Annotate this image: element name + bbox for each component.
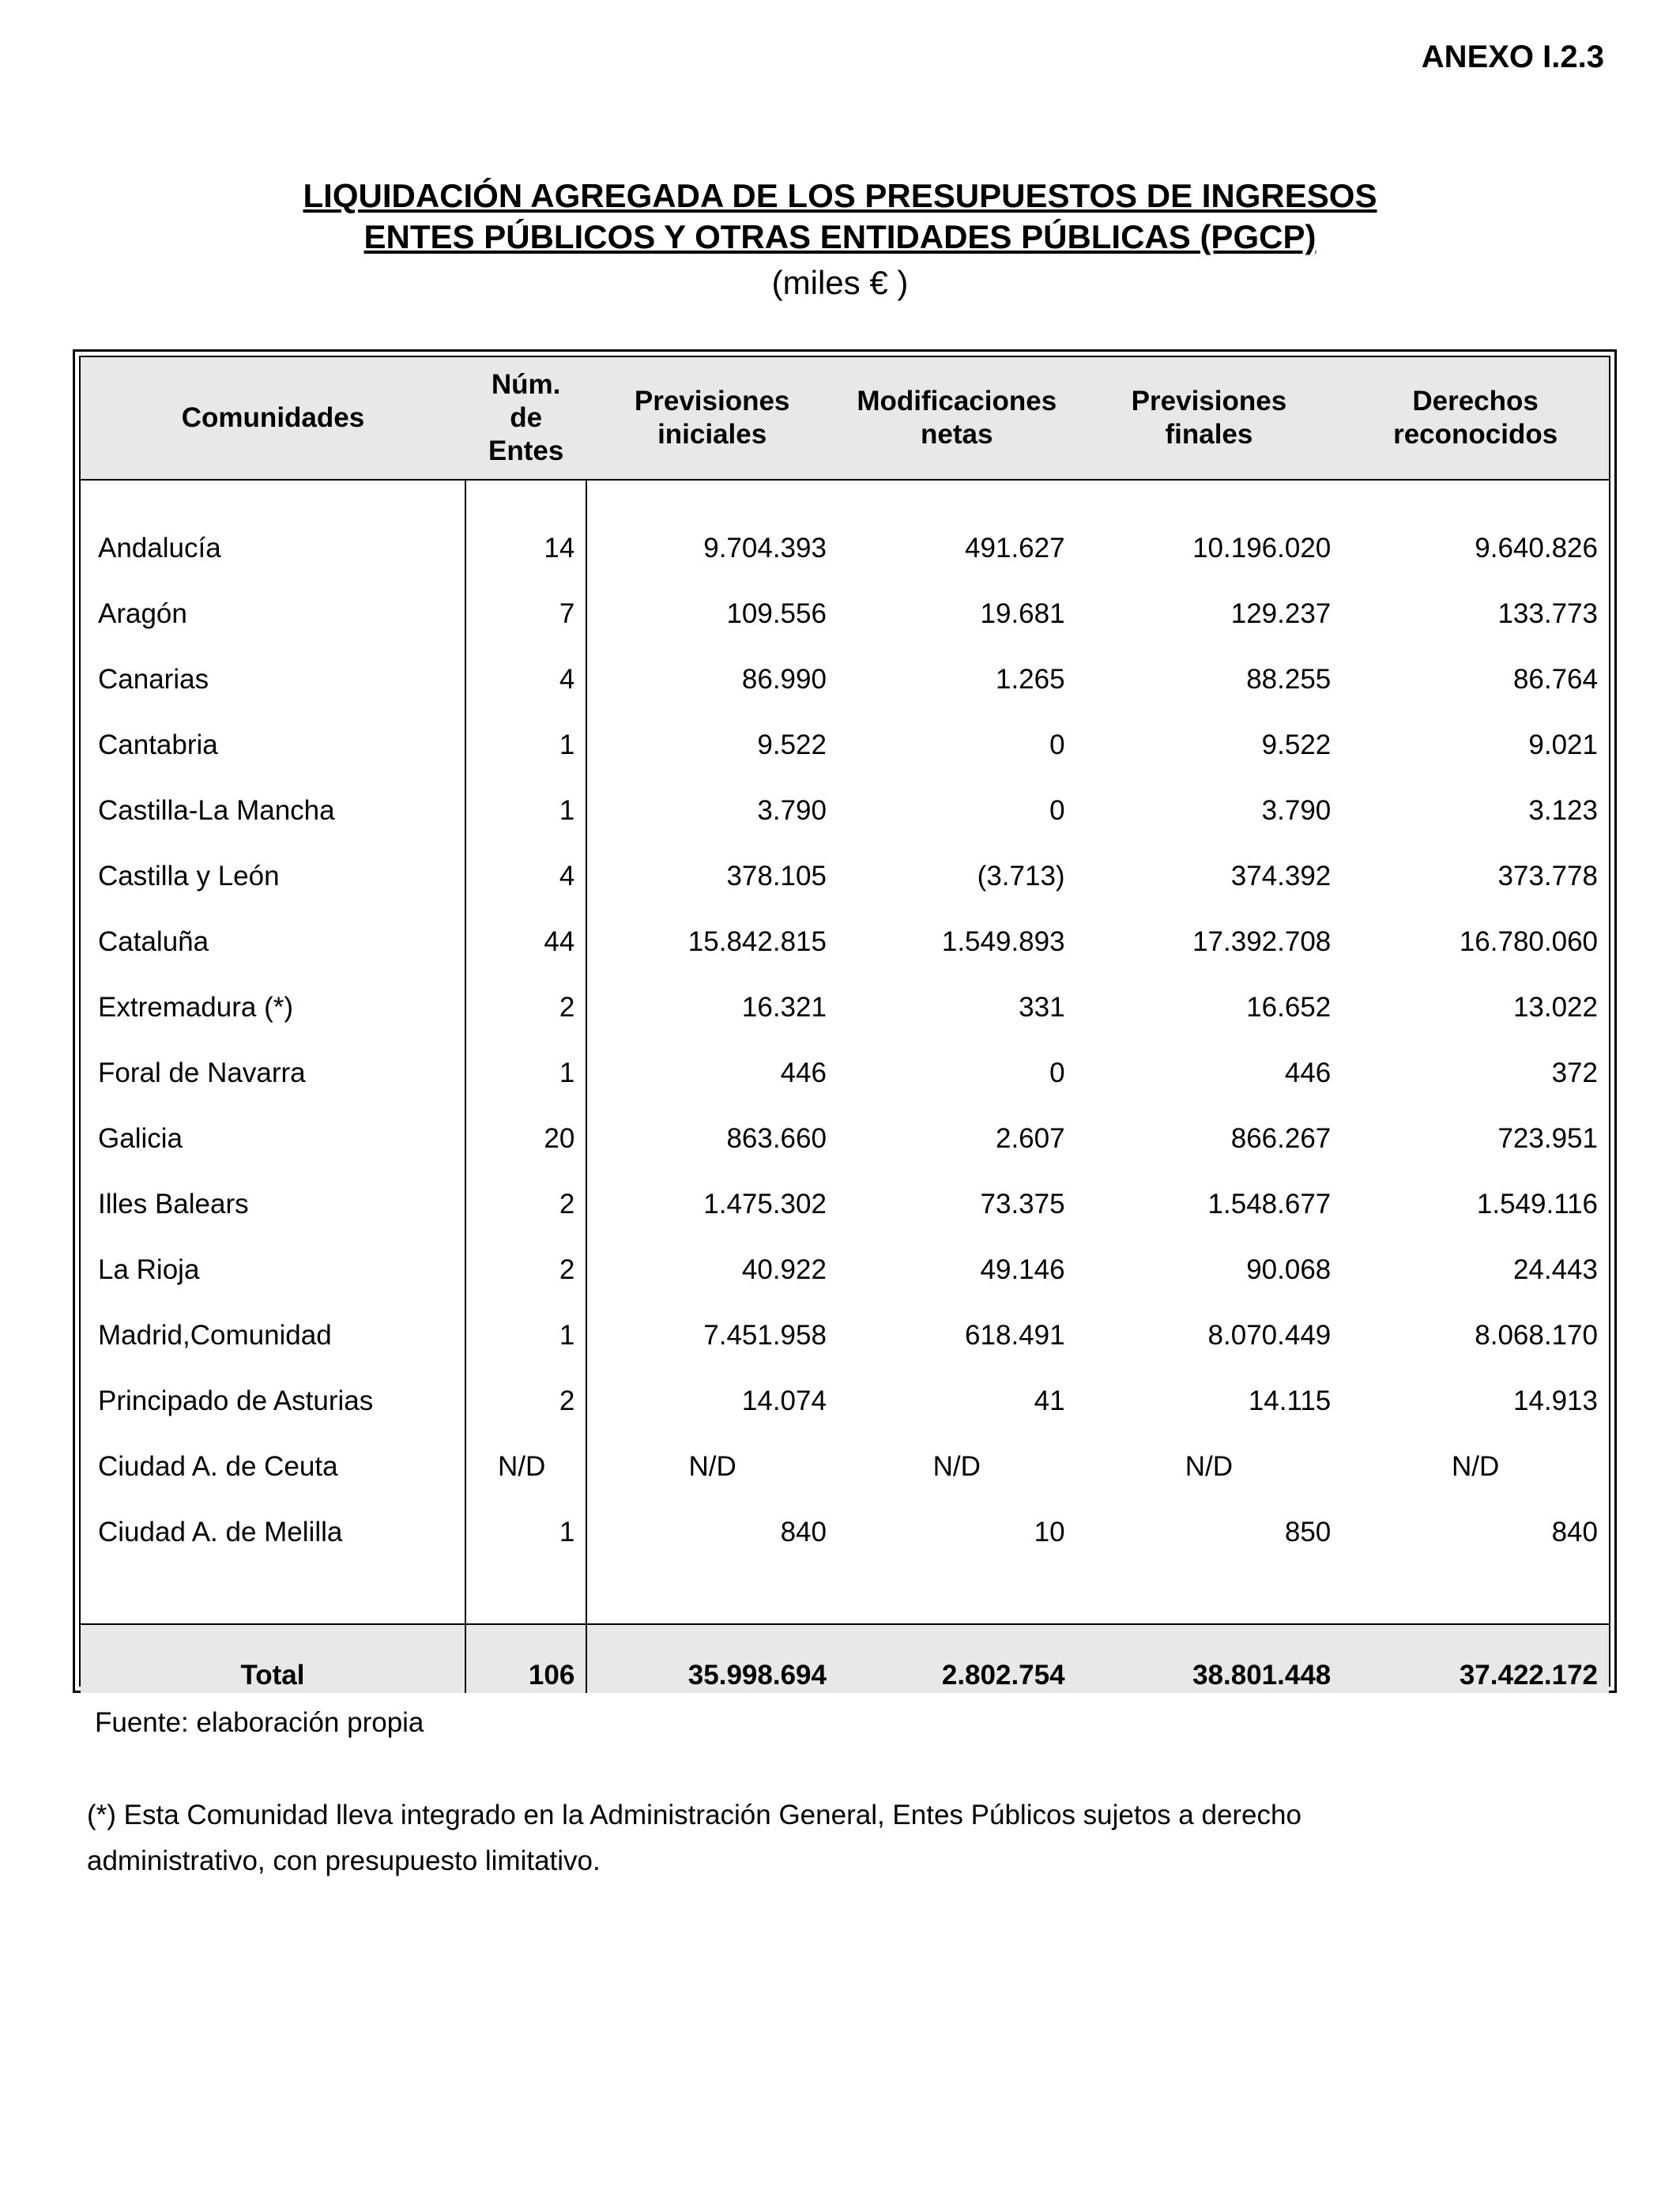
cell-comunidad: Extremadura (*) bbox=[81, 974, 465, 1040]
header-previsiones-iniciales bbox=[586, 357, 838, 480]
cell-prev-ini: N/D bbox=[688, 1450, 736, 1482]
cell-der: 372 bbox=[1551, 1057, 1598, 1088]
table-row bbox=[81, 515, 1609, 581]
cell-comunidad: Ciudad A. de Melilla bbox=[81, 1499, 465, 1565]
cell-mod: (3.713) bbox=[977, 860, 1065, 892]
spacer-cell bbox=[586, 480, 838, 515]
cell-prev-fin: 1.548.677 bbox=[1207, 1188, 1332, 1220]
cell-comunidad: Castilla y León bbox=[81, 843, 465, 909]
cell-mod: 10 bbox=[1034, 1516, 1065, 1547]
cell-der: 8.068.170 bbox=[1475, 1319, 1598, 1351]
cell-num-entes: 20 bbox=[465, 1106, 586, 1171]
footnote-line-2: administrativo, con presupuesto limitativo. bbox=[87, 1845, 601, 1876]
cell-comunidad: Cataluña bbox=[81, 909, 465, 974]
spacer-cell bbox=[81, 1565, 465, 1624]
spacer-cell bbox=[465, 1565, 586, 1624]
title-line-2: ENTES PÚBLICOS Y OTRAS ENTIDADES PÚBLICAS (PGCP) bbox=[363, 218, 1317, 255]
header-num-entes bbox=[465, 357, 586, 480]
table-row bbox=[81, 1106, 1609, 1171]
cell-der: 9.021 bbox=[1528, 729, 1598, 760]
header-der-line2: reconocidos bbox=[1393, 419, 1558, 450]
cell-comunidad: Andalucía bbox=[81, 515, 465, 581]
cell-mod: 1.265 bbox=[995, 663, 1065, 695]
cell-num-entes: 1 bbox=[465, 1302, 586, 1368]
cell-der: 14.913 bbox=[1512, 1385, 1598, 1416]
table-row bbox=[81, 843, 1609, 909]
footnote-line-1: (*) Esta Comunidad lleva integrado en la Administración General, Entes Públicos sujetos a derecho bbox=[87, 1800, 1301, 1830]
table-row bbox=[81, 1040, 1609, 1106]
spacer-cell bbox=[838, 480, 1076, 515]
header-prev-ini-line2: iniciales bbox=[657, 419, 767, 450]
header-modificaciones-netas bbox=[838, 357, 1076, 480]
cell-mod: 491.627 bbox=[965, 532, 1065, 564]
table-row bbox=[81, 1368, 1609, 1434]
total-prev-fin: 38.801.448 bbox=[1076, 1624, 1343, 1693]
table-row bbox=[81, 1171, 1609, 1237]
cell-comunidad: Canarias bbox=[81, 647, 465, 712]
total-row bbox=[81, 1624, 1609, 1693]
cell-comunidad: Principado de Asturias bbox=[81, 1368, 465, 1434]
cell-num-entes: 2 bbox=[465, 1171, 586, 1237]
cell-prev-ini: 1.475.302 bbox=[703, 1188, 827, 1220]
cell-num-entes: 4 bbox=[465, 647, 586, 712]
header-previsiones-finales bbox=[1076, 357, 1343, 480]
cell-prev-fin: 8.070.449 bbox=[1207, 1319, 1332, 1351]
spacer-cell bbox=[1342, 1565, 1609, 1624]
table-row bbox=[81, 1499, 1609, 1565]
cell-prev-ini: 863.660 bbox=[726, 1122, 827, 1154]
cell-der: 86.764 bbox=[1512, 663, 1598, 695]
table-inner bbox=[79, 356, 1610, 1691]
total-prev-ini: 35.998.694 bbox=[586, 1624, 838, 1693]
table-row bbox=[81, 581, 1609, 647]
header-num-line1: Núm. bbox=[491, 369, 561, 400]
header-num-line3: Entes bbox=[488, 435, 564, 466]
cell-prev-ini: 16.321 bbox=[741, 991, 827, 1023]
cell-prev-fin: 90.068 bbox=[1246, 1253, 1332, 1285]
table-frame bbox=[73, 349, 1617, 1693]
cell-comunidad: Ciudad A. de Ceuta bbox=[81, 1434, 465, 1499]
cell-num-entes: 1 bbox=[465, 1499, 586, 1565]
table-body bbox=[81, 480, 1609, 1624]
total-num: 106 bbox=[465, 1624, 586, 1693]
spacer-cell bbox=[838, 1565, 1076, 1624]
cell-num-entes: 1 bbox=[465, 712, 586, 778]
spacer-cell bbox=[586, 1565, 838, 1624]
cell-prev-fin: 374.392 bbox=[1230, 860, 1332, 892]
cell-comunidad: Cantabria bbox=[81, 712, 465, 778]
cell-prev-ini: 3.790 bbox=[757, 794, 827, 826]
footnote bbox=[87, 1793, 1509, 1884]
spacer-cell bbox=[81, 480, 465, 515]
cell-mod: 618.491 bbox=[965, 1319, 1065, 1351]
cell-num-entes: 1 bbox=[465, 1040, 586, 1106]
header-prev-fin-line1: Previsiones bbox=[1131, 386, 1287, 417]
header-num-line2: de bbox=[510, 402, 543, 433]
cell-der: 133.773 bbox=[1497, 598, 1598, 629]
cell-der: 13.022 bbox=[1512, 991, 1598, 1023]
total-mod: 2.802.754 bbox=[838, 1624, 1076, 1693]
cell-prev-ini: 7.451.958 bbox=[703, 1319, 827, 1351]
cell-prev-ini: 109.556 bbox=[726, 598, 827, 629]
title-block bbox=[0, 175, 1680, 305]
cell-mod: 19.681 bbox=[980, 598, 1065, 629]
cell-comunidad: Aragón bbox=[81, 581, 465, 647]
total-label: Total bbox=[81, 1624, 465, 1693]
header-prev-ini-line1: Previsiones bbox=[634, 386, 790, 417]
cell-prev-ini: 14.074 bbox=[741, 1385, 827, 1416]
cell-prev-fin: 129.237 bbox=[1230, 598, 1332, 629]
cell-prev-ini: 378.105 bbox=[726, 860, 827, 892]
cell-num-entes: 2 bbox=[465, 974, 586, 1040]
cell-prev-ini: 86.990 bbox=[741, 663, 827, 695]
cell-comunidad: Castilla-La Mancha bbox=[81, 778, 465, 843]
cell-prev-fin: 10.196.020 bbox=[1192, 532, 1332, 564]
header-der-line1: Derechos bbox=[1412, 386, 1539, 417]
cell-mod: 73.375 bbox=[980, 1188, 1065, 1220]
cell-comunidad: Galicia bbox=[81, 1106, 465, 1171]
cell-prev-fin: 3.790 bbox=[1261, 794, 1332, 826]
table-row bbox=[81, 778, 1609, 843]
cell-num-entes: 2 bbox=[465, 1237, 586, 1302]
table-row bbox=[81, 909, 1609, 974]
cell-prev-fin: 850 bbox=[1284, 1516, 1332, 1547]
cell-mod: 0 bbox=[1049, 729, 1065, 760]
header-comunidades-label: Comunidades bbox=[181, 402, 365, 433]
header-mod-line2: netas bbox=[921, 419, 993, 450]
cell-der: 3.123 bbox=[1528, 794, 1598, 826]
budget-table bbox=[81, 357, 1609, 1693]
cell-der: 1.549.116 bbox=[1476, 1188, 1598, 1220]
header-comunidades bbox=[81, 357, 465, 480]
subtitle: (miles € ) bbox=[771, 264, 909, 301]
cell-der: 840 bbox=[1551, 1516, 1598, 1547]
table-row bbox=[81, 1302, 1609, 1368]
cell-num-entes: 44 bbox=[465, 909, 586, 974]
cell-prev-ini: 15.842.815 bbox=[687, 925, 827, 957]
spacer-row bbox=[81, 1565, 1609, 1624]
cell-mod: 0 bbox=[1049, 794, 1065, 826]
spacer-cell bbox=[1076, 480, 1343, 515]
cell-mod: 41 bbox=[1034, 1385, 1065, 1416]
cell-mod: 49.146 bbox=[980, 1253, 1065, 1285]
cell-num-entes: 7 bbox=[465, 581, 586, 647]
cell-prev-fin: 446 bbox=[1284, 1057, 1332, 1088]
table-row bbox=[81, 647, 1609, 712]
cell-prev-ini: 840 bbox=[780, 1516, 827, 1547]
cell-comunidad: La Rioja bbox=[81, 1237, 465, 1302]
cell-num-entes: N/D bbox=[465, 1434, 586, 1499]
cell-mod: 2.607 bbox=[995, 1122, 1065, 1154]
annex-label: ANEXO I.2.3 bbox=[1421, 40, 1604, 74]
cell-der: 24.443 bbox=[1512, 1253, 1598, 1285]
cell-num-entes: 4 bbox=[465, 843, 586, 909]
table-row bbox=[81, 1434, 1609, 1499]
cell-prev-fin: N/D bbox=[1185, 1450, 1234, 1482]
cell-num-entes: 14 bbox=[465, 515, 586, 581]
spacer-cell bbox=[1342, 480, 1609, 515]
header-derechos-reconocidos bbox=[1342, 357, 1609, 480]
cell-comunidad: Illes Balears bbox=[81, 1171, 465, 1237]
source-note: Fuente: elaboración propia bbox=[95, 1707, 424, 1738]
total-der: 37.422.172 bbox=[1342, 1624, 1609, 1693]
table-row bbox=[81, 974, 1609, 1040]
cell-num-entes: 1 bbox=[465, 778, 586, 843]
header-mod-line1: Modificaciones bbox=[857, 386, 1057, 417]
cell-mod: N/D bbox=[932, 1450, 981, 1482]
cell-prev-fin: 866.267 bbox=[1230, 1122, 1332, 1154]
cell-prev-fin: 16.652 bbox=[1246, 991, 1332, 1023]
spacer-cell bbox=[1076, 1565, 1343, 1624]
cell-comunidad: Madrid,Comunidad bbox=[81, 1302, 465, 1368]
cell-der: N/D bbox=[1451, 1450, 1500, 1482]
cell-prev-ini: 9.522 bbox=[757, 729, 827, 760]
spacer-row bbox=[81, 480, 1609, 515]
cell-comunidad: Foral de Navarra bbox=[81, 1040, 465, 1106]
spacer-cell bbox=[465, 480, 586, 515]
header-prev-fin-line2: finales bbox=[1165, 419, 1253, 450]
title-line-1: LIQUIDACIÓN AGREGADA DE LOS PRESUPUESTOS DE INGRESOS bbox=[303, 177, 1377, 214]
cell-der: 373.778 bbox=[1497, 860, 1598, 892]
header-row bbox=[81, 357, 1609, 480]
cell-prev-fin: 14.115 bbox=[1248, 1385, 1332, 1416]
cell-prev-ini: 446 bbox=[780, 1057, 827, 1088]
cell-prev-ini: 9.704.393 bbox=[703, 532, 827, 564]
cell-mod: 331 bbox=[1019, 991, 1065, 1023]
cell-der: 723.951 bbox=[1497, 1122, 1598, 1154]
table-row bbox=[81, 712, 1609, 778]
cell-prev-fin: 9.522 bbox=[1261, 729, 1332, 760]
cell-num-entes: 2 bbox=[465, 1368, 586, 1434]
cell-mod: 0 bbox=[1049, 1057, 1065, 1088]
cell-mod: 1.549.893 bbox=[941, 925, 1065, 957]
table-row bbox=[81, 1237, 1609, 1302]
cell-der: 16.780.060 bbox=[1459, 925, 1598, 957]
cell-prev-ini: 40.922 bbox=[741, 1253, 827, 1285]
cell-der: 9.640.826 bbox=[1475, 532, 1598, 564]
cell-prev-fin: 17.392.708 bbox=[1192, 925, 1332, 957]
cell-prev-fin: 88.255 bbox=[1246, 663, 1332, 695]
